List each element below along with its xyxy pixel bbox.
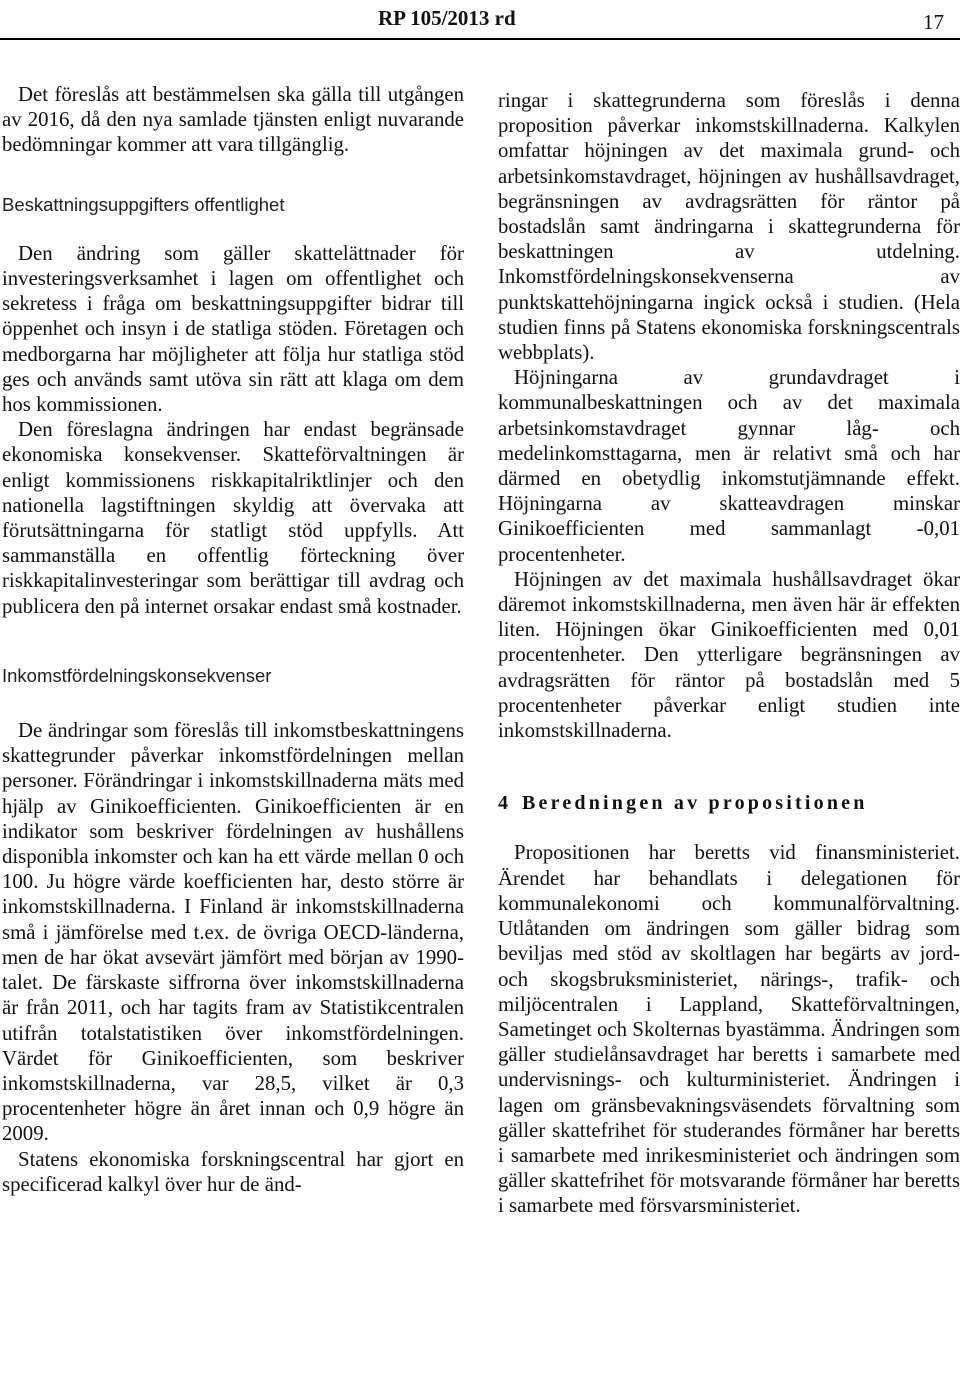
section-heading-inkomstfordelning: Inkomstfördelningskonsekvenser [2,664,272,686]
paragraph: ringar i skattegrunderna som föreslås i denna proposition påverkar inkomstskillnaderna. Kalkylen omfattar höjningen av det maximala grund- och arbetsinkomstavdraget, höjningen av hushållsavdraget, begränsningen av avdragsrätten för räntor på bostadslån samt ändringarna i skattegrunderna för beskattningen av utdelning. Inkomstfördelningskonsekvenserna av punktskattehöjningarna ingick också i studien. (Hela studien finns på Statens ekonomiska forskningscentrals webbplats). [498,89,960,365]
right-column [498,82,960,1219]
section-heading-beredning [498,791,960,816]
paragraph: Propositionen har beretts vid finansministeriet. Ärendet har behandlats i delegationen för kommunalekonomi och kommunalförvaltning. Utlåtanden om ändringen som gäller bidrag som beviljas med stöd av skoltlagen har begärts av jord- och skogsbruksministeriet, närings-, trafik- och miljöcentralen i Lappland, Skatteförvaltningen, Sametinget och Skolternas byastämma. Ändringen som gäller studielånsavdraget har beretts i samarbete med undervisnings- och kulturministeriet. Ändringen i lagen om gränsbevakningsväsendets förvaltning som gäller skattefrihet för studerandes förmåner har beretts i samarbete med inrikesministeriet och ändringen som gäller skattefrihet för motsvarande förmåner har beretts i samarbete med försvarsministeriet. [498,841,960,1218]
document-reference: RP 105/2013 rd [378,6,516,30]
section-heading-beskattningsuppgifter: Beskattningsuppgifters offentlighet [2,193,285,215]
paragraph: Statens ekonomiska forskningscentral har gjort en specificerad kalkyl över hur de änd- [2,1147,464,1196]
section-number: 4 [498,792,508,815]
paragraph: Det föreslås att bestämmelsen ska gälla till utgången av 2016, då den nya samlade tjänsten enligt nuvarande bedömningar kommer att vara tillgänglig. [2,83,464,157]
header-rule [0,38,960,40]
paragraph: Höjningen av det maximala hushållsavdraget ökar däremot inkomstskillnaderna, men även här är effekten liten. Höjningen ökar Ginikoefficienten med 0,01 procentenheter. Den ytterligare begränsningen av avdragsrätten för räntor på bostadslån med 5 procentenheter påverkar enligt studien inte inkomstskillnaderna. [498,567,960,743]
paragraph: Den ändring som gäller skattelättnader för investeringsverksamhet i lagen om offentlighet och sekretess i fråga om beskattningsuppgifter bidrar till öppenhet och insyn i de statliga stöden. Företagen och medborgarna har möjligheter att följa hur statliga stöd ges och används samt utöva sin rätt att klaga om dem hos kommissionen. [2,241,464,417]
paragraph: De ändringar som föreslås till inkomstbeskattningens skattegrunder påverkar inkomstfördelningen mellan personer. Förändringar i inkomstskillnaderna mäts med hjälp av Ginikoefficienten. Ginikoefficienten är en indikator som beskriver fördelningen av hushållens disponibla inkomster och kan ha ett värde mellan 0 och 100. Ju högre värde koefficienten har, desto större är inkomstskillnaderna. I Finland är inkomstskillnaderna små i jämförelse med t.ex. de övriga OECD-länderna, men de har ökat avsevärt jämfört med början av 1990-talet. De färskaste siffrorna över inkomstskillnaderna är från 2011, och har tagits fram av Statistikcentralen utifrån totalstatistiken över inkomstfördelningen. Värdet för Ginikoefficienten, som beskriver inkomstskillnaderna, var 28,5, vilket är 0,3 procentenheter högre än året innan och 0,9 högre än 2009. [2,719,464,1146]
page-header [0,4,960,34]
left-column [2,82,464,1197]
paragraph: Den föreslagna ändringen har endast begränsade ekonomiska konsekvenser. Skatteförvaltningen är enligt kommissionens riskkapitalriktlinjer och den nationella lagstiftningen skyldig att övervaka att förutsättningarna för statligt stöd uppfylls. Att sammanställa en offentlig förteckning över riskkapitalinvesteringar som berättigar till avdrag och publicera den på internet orsakar endast små kostnader. [2,418,464,618]
section-title: Beredningen av propositionen [522,792,868,815]
paragraph: Höjningarna av grundavdraget i kommunalbeskattningen och av det maximala arbetsinkomstavdraget gynnar låg- och medelinkomsttagarna, men är relativt små och har därmed en obetydlig inkomstutjämnande effekt. Höjningarna av skatteavdragen minskar Ginikoefficienten med sammanlagt -0,01 procentenheter. [498,366,960,566]
page-number: 17 [923,10,944,34]
